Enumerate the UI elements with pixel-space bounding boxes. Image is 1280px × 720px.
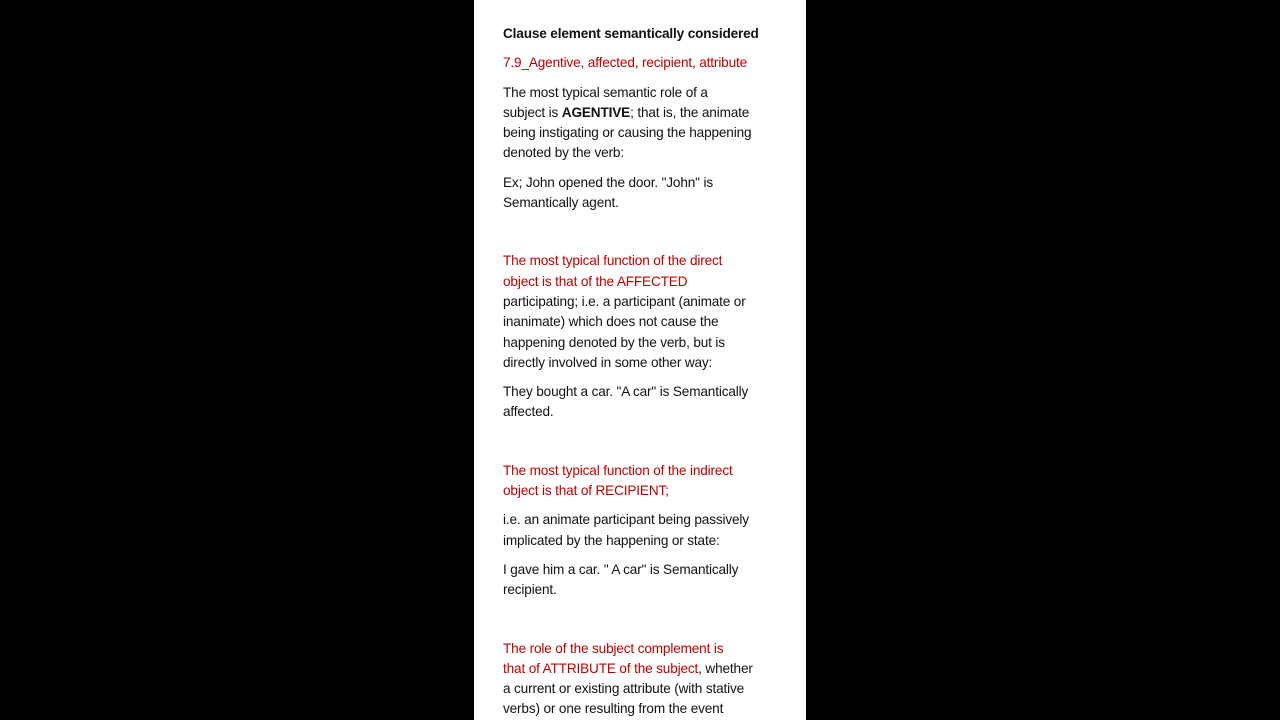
recipient-example: I gave him a car. " A car" is Semantically recipient. — [503, 561, 739, 598]
agentive-example: Ex; John opened the door. "John" is Semantically agent. — [503, 174, 713, 211]
affected-example: They bought a car. "A car" is Semantically affected. — [503, 384, 749, 420]
document-page — [474, 0, 806, 720]
attribute-paragraph: The role of the subject complement is that of ATTRIBUTE of the subject, whether a current or existing attribute (with stative verbs) or one resulting from the event — [503, 640, 753, 717]
recipient-paragraph: i.e. an animate participant being passively implicated by the happening or state: — [503, 512, 749, 548]
document-content — [503, 24, 793, 720]
affected-paragraph: The most typical function of the direct object is that of the AFFECTED participating; i.e. a participant (animate or inanimate) which does not cause the happening denoted by the verb, but is directly involved in some other way: — [503, 253, 746, 370]
section-subheading: 7.9_Agentive, affected, recipient, attribute — [503, 55, 748, 71]
agentive-paragraph: The most typical semantic role of a subject is AGENTIVE; that is, the animate being instigating or causing the happening denoted by the verb: — [503, 84, 752, 161]
agentive-term: AGENTIVE — [561, 104, 631, 120]
recipient-heading: The most typical function of the indirect object is that of RECIPIENT; — [503, 462, 733, 499]
document-heading: Clause element semantically considered — [503, 26, 759, 41]
